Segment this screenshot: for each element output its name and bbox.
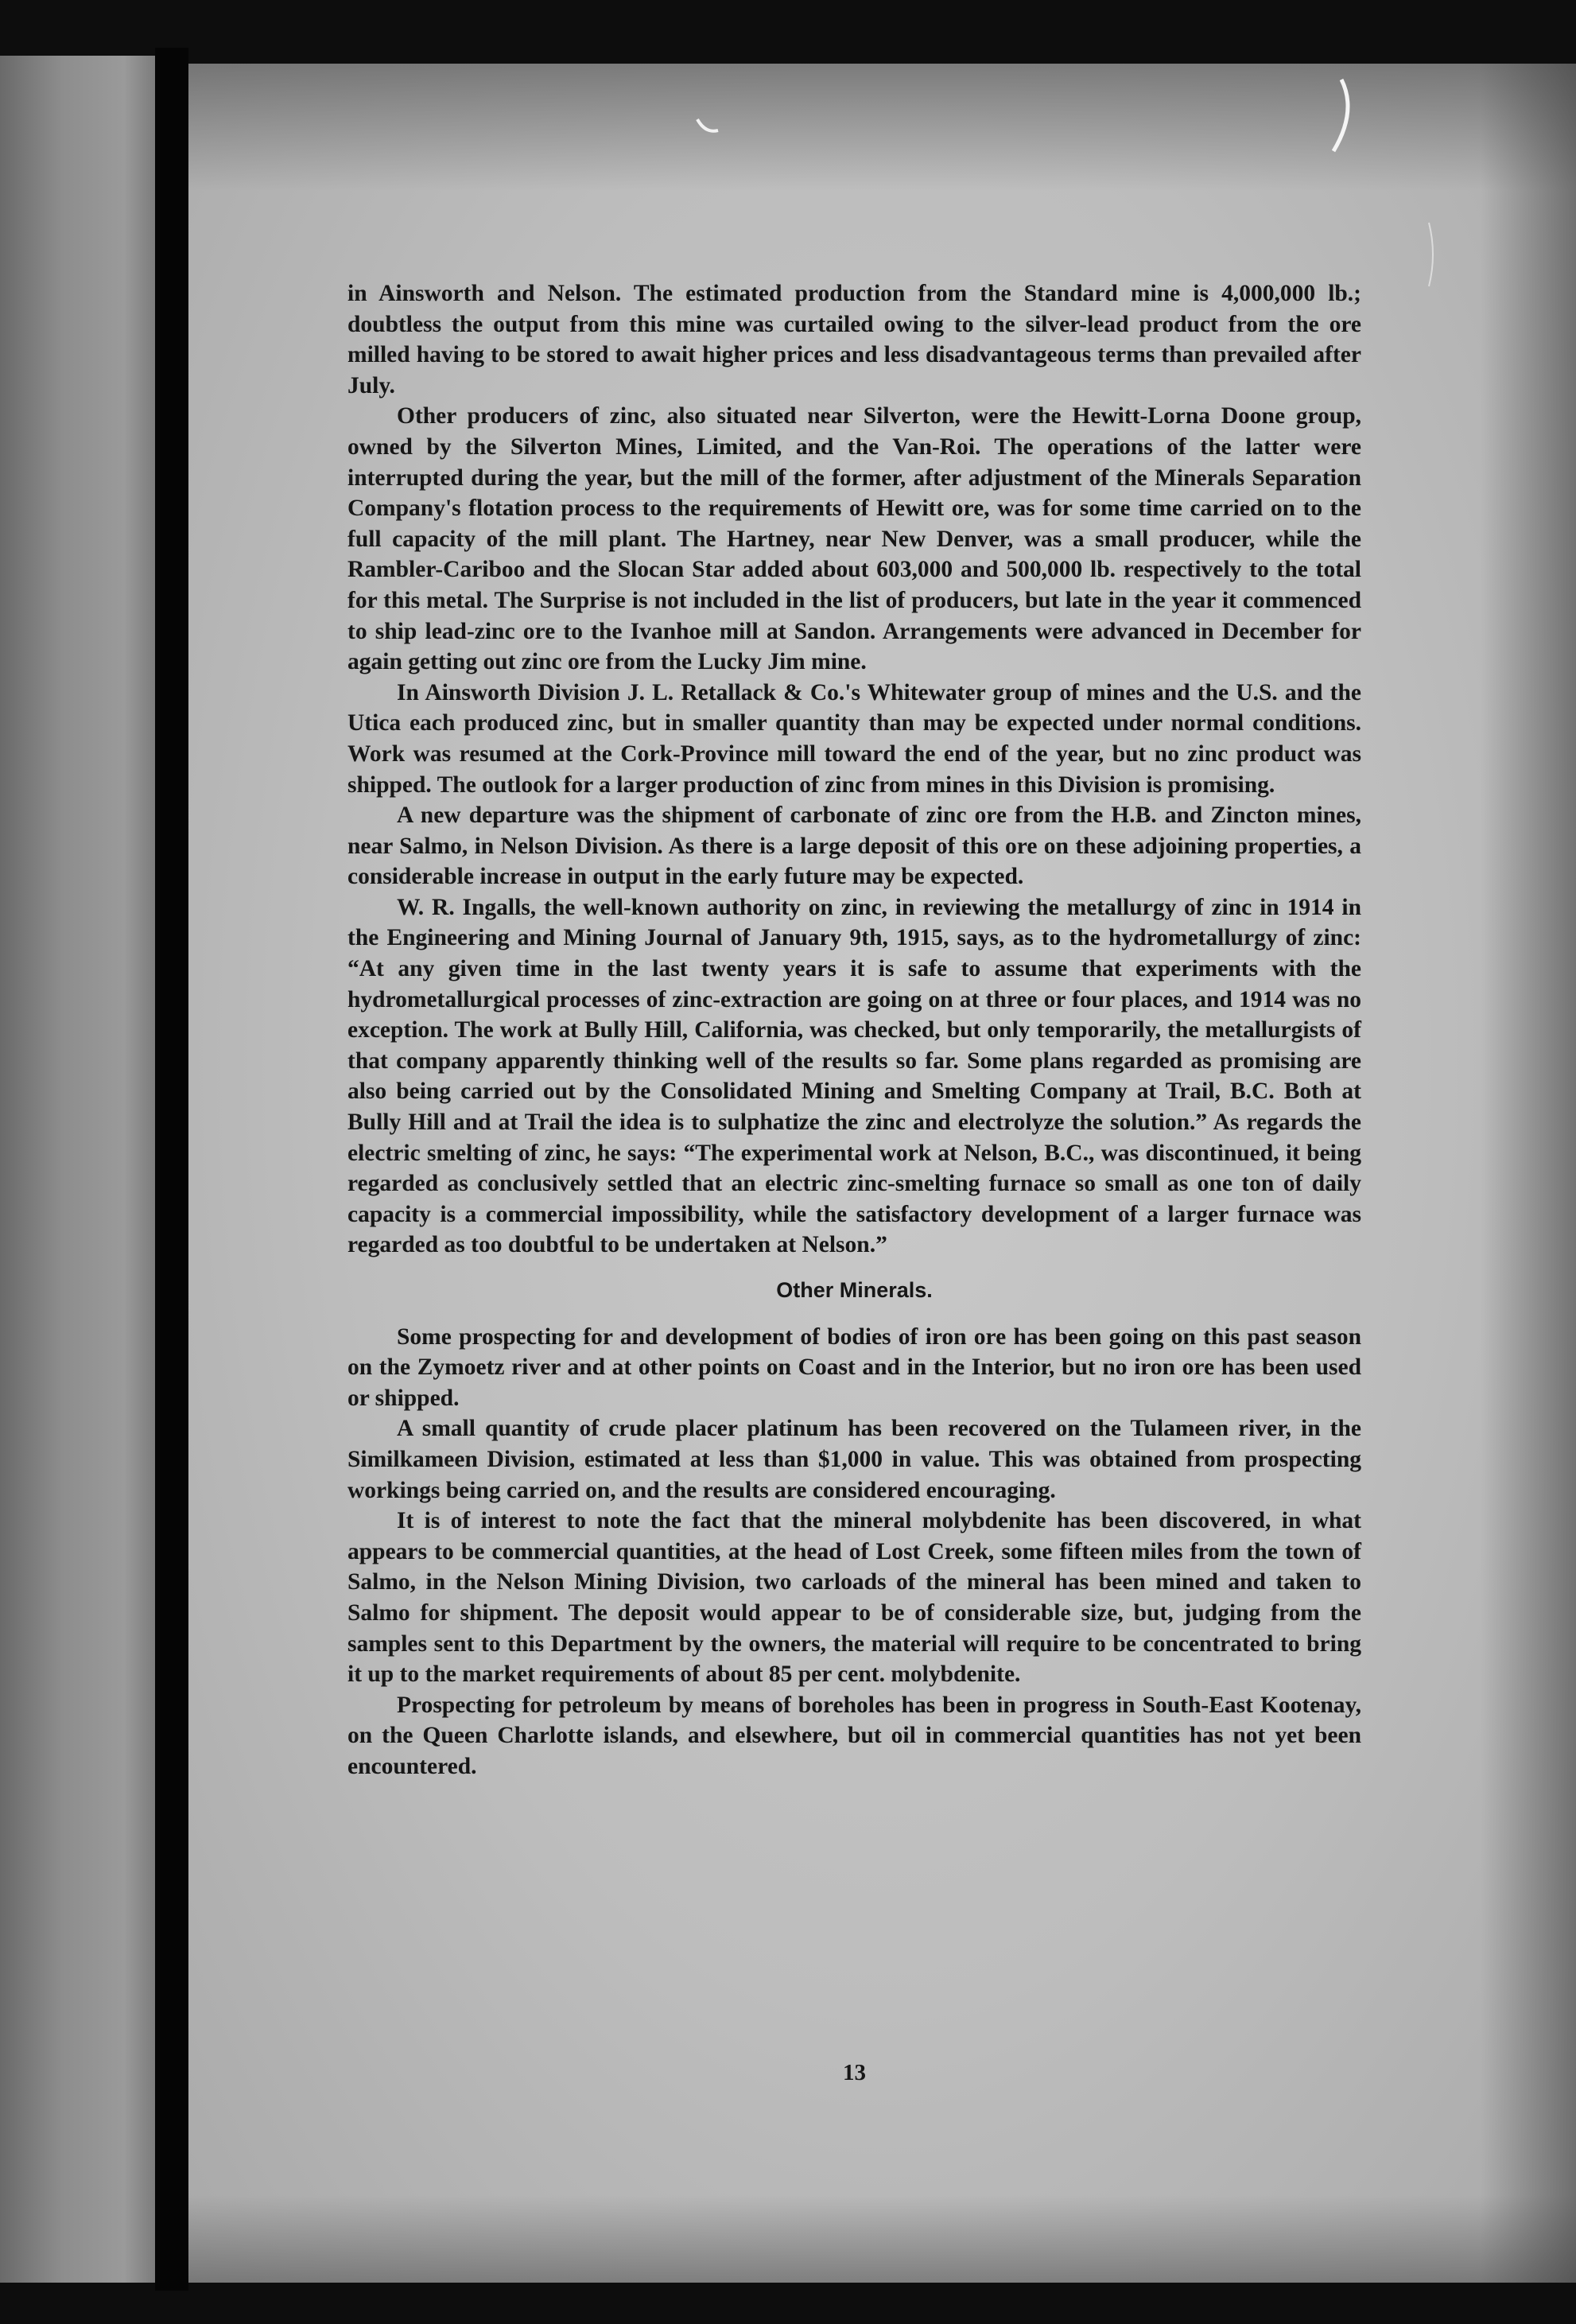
paragraph-zinc-production: in Ainsworth and Nelson. The estimated production from the Standard mine is 4,000,000 lb.; doubtless the output from this mine was curtailed owing to the silver-lead product from the ore milled having to be stored to await higher prices and less disadvantageous terms than prevailed after July. xyxy=(347,281,1361,398)
paragraph-other-producers: Other producers of zinc, also situated near Silverton, were the Hewitt-Lorna Doone group, owned by the Silverton Mines, Limited, and the Van-Roi. The operations of the latter were interrupted during the year, but the mill of the former, after adjustment of the Minerals Separation Company's flotation process to the requirements of Hewitt ore, was for some time carried on to the full capacity of the mill plant. The Hartney, near New Denver, was a small producer, while the Rambler-Cariboo and the Slocan Star added about 603,000 and 500,000 lb. respectively to the total for this metal. The Surprise is not included in the list of producers, but late in the year it commenced to ship lead-zinc ore to the Ivanhoe mill at Sandon. Arrangements were advanced in December for again getting out zinc ore from the Lucky Jim mine. xyxy=(347,403,1361,675)
page-shadow-top xyxy=(188,64,1576,191)
paragraph-petroleum: Prospecting for petroleum by means of boreholes has been in progress in South-East Kootenay, on the Queen Charlotte islands, and elsewhere, but oil in commercial quantities has not yet been encountered. xyxy=(347,1692,1361,1779)
page-shadow-bottom xyxy=(188,2195,1576,2283)
paragraph-new-departure: A new departure was the shipment of carbonate of zinc ore from the H.B. and Zincton mines, near Salmo, in Nelson Division. As there is a large deposit of this ore on these adjoining properties, a considerable increase in output in the early future may be expected. xyxy=(347,803,1361,890)
paragraph-ainsworth-division: In Ainsworth Division J. L. Retallack & Co.'s Whitewater group of mines and the U.S. and the Utica each produced zinc, but in smaller quantity than may be expected under normal conditions. Work was resumed at the Cork-Province mill toward the end of the year, but no zinc product was shipped. The outlook for a larger production of zinc from mines in this Division is promising. xyxy=(347,679,1361,798)
paragraph-molybdenite: It is of interest to note the fact that the mineral molybdenite has been discovered, in what appears to be commercial quantities, at the head of Lost Creek, some fifteen miles from the town of Salmo, in the Nelson Mining Division, two carloads of the mineral has been mined and taken to Salmo for shipment. The deposit would appear to be of considerable size, but, judging from the samples sent to this Department by the owners, the material will require to be concentrated to bring it up to the market requirements of about 85 per cent. molybdenite. xyxy=(347,1508,1361,1688)
document-page xyxy=(188,64,1576,2283)
section-heading: Other Minerals. xyxy=(776,1278,933,1302)
paragraph-iron-ore: Some prospecting for and development of bodies of iron ore has been going on this past season on the Zymoetz river and at other points on Coast and in the Interior, but no iron ore has been used or shipped. xyxy=(347,1323,1361,1411)
paragraph-ingalls-quote: W. R. Ingalls, the well-known authority on zinc, in reviewing the metallurgy of zinc in 1914 in the Engineering and Mining Journal of January 9th, 1915, says, as to the hydrometallurgy of zinc: “At any given time in the last twenty years it is safe to assume that experiments with the hydrometallurgical processes of zinc-extraction are going on at three or four places, and 1914 was no exception. The work at Bully Hill, California, was checked, but only temporarily, the metallurgists of that company apparently thinking well of the results so far. Some plans regarded as promising are also being carried out by the Consolidated Mining and Smelting Company at Trail, B.C. Both at Bully Hill and at Trail the idea is to sulphatize the zinc and electrolyze the solution.” As regards the electric smelting of zinc, he says: “The experimental work at Nelson, B.C., was discontinued, it being regarded as conclusively settled that an electric zinc-smelting furnace so small as one ton of daily capacity is a commercial impossibility, while the satisfactory development of a larger furnace was regarded as too doubtful to be undertaken at Nelson.” xyxy=(347,894,1361,1258)
paragraph-platinum: A small quantity of crude placer platinum has been recovered on the Tulameen river, in the Similkameen Division, estimated at less than $1,000 in value. This was obtained from prospecting workings being carried on, and the results are considered encouraging. xyxy=(347,1416,1361,1503)
book-gutter xyxy=(155,48,188,2291)
page-number: 13 xyxy=(843,2060,866,2085)
body-text xyxy=(347,278,1361,1782)
facing-page-edge xyxy=(0,56,155,2283)
page-shadow-right xyxy=(1481,64,1576,2283)
